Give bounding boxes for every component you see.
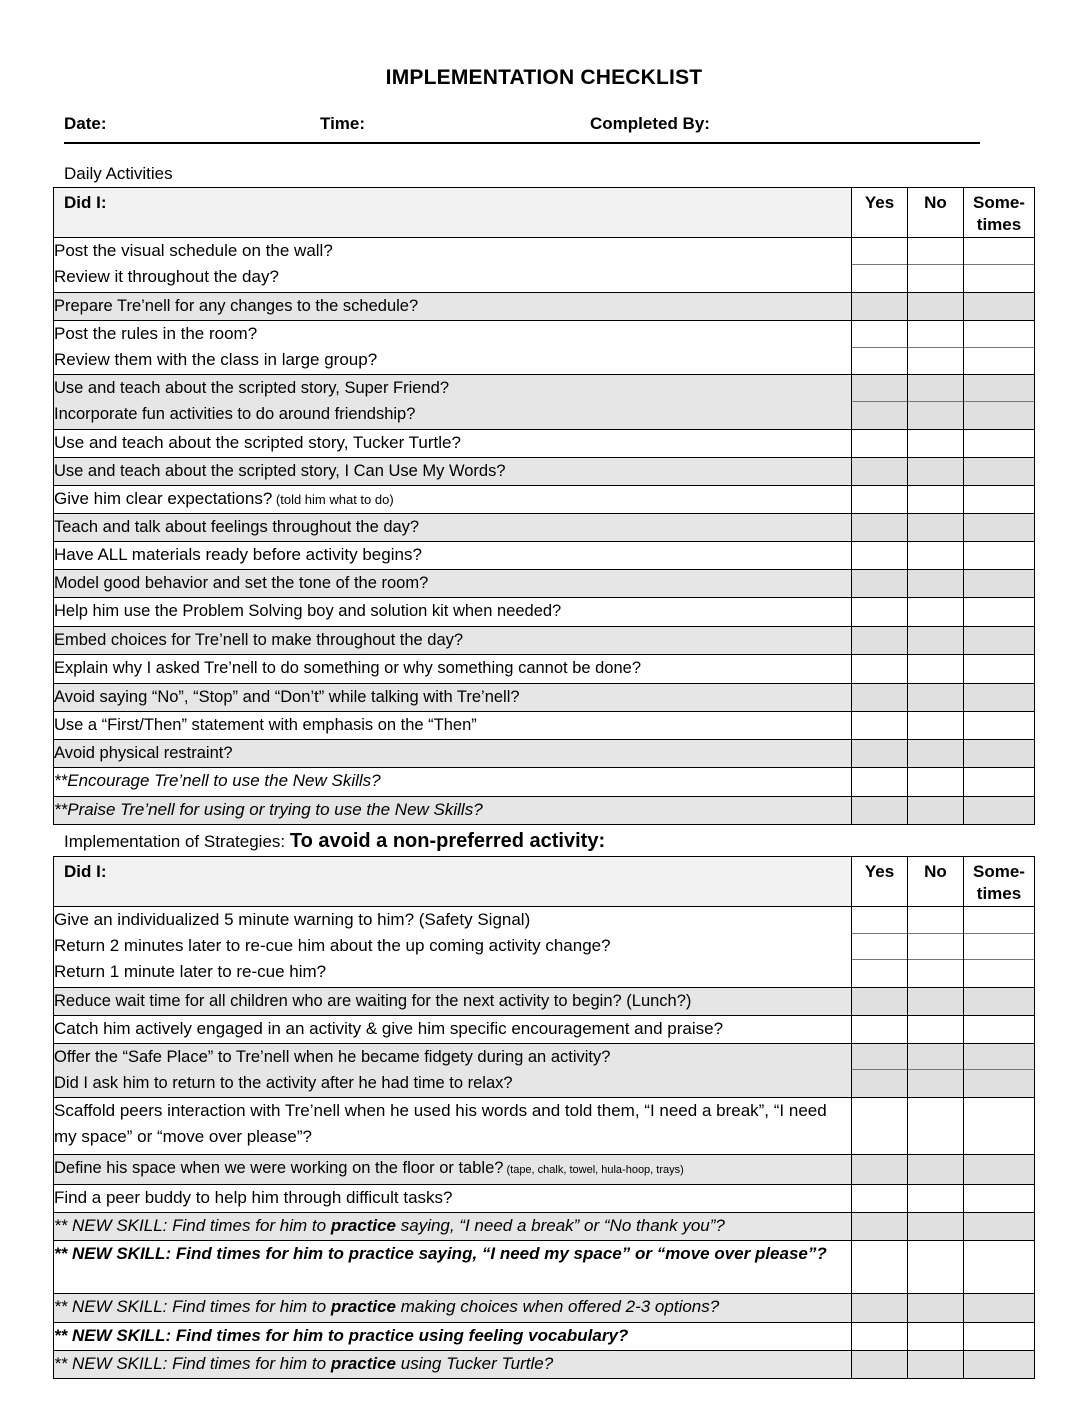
header-fields [64,114,980,144]
question-cell [54,1015,852,1043]
checkbox-cell[interactable] [964,1351,1034,1378]
table-row [54,238,1035,293]
question-cell [54,1240,852,1293]
strategies-label-main: To avoid a non-preferred activity: [289,830,606,852]
checkbox-cell[interactable] [852,238,907,265]
checkbox-cell[interactable] [852,486,907,513]
checkbox-cell[interactable] [852,934,907,961]
completed-by-label: Completed By: [590,114,710,133]
question-cell [54,740,852,768]
table-row [54,430,1035,458]
checkbox-cell[interactable] [964,1070,1034,1097]
checkbox-cell[interactable] [908,1351,963,1378]
checkbox-cell[interactable] [964,1155,1034,1184]
table-row [54,712,1035,740]
table-row [54,1212,1035,1240]
question-text: ** NEW SKILL: Find times for him to practice using Tucker Turtle? [54,1353,554,1373]
checkbox-cell[interactable] [964,1213,1034,1240]
checkbox-cell[interactable] [852,988,907,1015]
question-text: **Praise Tre’nell for using or trying to use the New Skills? [54,800,483,819]
question-text: Catch him actively engaged in an activity & give him specific encouragement and praise? [54,1018,724,1038]
table-row [54,907,1035,988]
checkbox-cell[interactable] [908,768,963,796]
no-header: No [908,857,964,907]
question-text: ** NEW SKILL: Find times for him to practice making choices when offered 2-3 options? [54,1296,720,1316]
checkbox-cell[interactable] [852,293,907,320]
question-text: Review them with the class in large group? [54,350,378,369]
checkbox-cell[interactable] [908,570,963,597]
yes-header: Yes [852,857,908,907]
checkbox-cell[interactable] [852,655,907,683]
checkbox-cell[interactable] [964,542,1034,569]
table-row [54,486,1035,514]
checkbox-cell[interactable] [852,1294,907,1322]
question-cell [54,1293,852,1322]
checkbox-cell[interactable] [964,598,1034,626]
checkbox-cell[interactable] [908,1044,963,1071]
checkbox-cell[interactable] [964,988,1034,1015]
question-cell [54,458,852,486]
checkbox-cell[interactable] [852,768,907,796]
question-cell [54,1154,852,1184]
table-row [54,1097,1035,1154]
question-cell [54,375,852,430]
checkbox-cell[interactable] [852,458,907,485]
checkbox-cell[interactable] [908,1185,963,1212]
table-row [54,321,1035,375]
question-text: Offer the “Safe Place” to Tre’nell when he became fidgety during an activity? [54,1047,611,1066]
question-cell [54,598,852,627]
question-cell [54,570,852,598]
checkbox-cell[interactable] [908,598,963,626]
table-row [54,1293,1035,1322]
checkbox-cell[interactable] [908,375,963,402]
did-i-header: Did I: [54,857,852,907]
question-text: Use and teach about the scripted story, Tucker Turtle? [54,433,461,452]
question-cell [54,627,852,655]
checkbox-cell[interactable] [964,1241,1034,1293]
table-row [54,1154,1035,1184]
table-row [54,1240,1035,1293]
checkbox-cell[interactable] [964,430,1034,457]
checkbox-cell[interactable] [908,907,963,934]
question-cell [54,797,852,825]
checkbox-cell[interactable] [908,348,963,375]
checkbox-cell[interactable] [852,1044,907,1071]
checkbox-cell[interactable] [964,1098,1034,1154]
question-text: Avoid saying “No”, “Stop” and “Don’t” while talking with Tre’nell? [54,688,520,706]
question-text: ** NEW SKILL: Find times for him to practice saying, “I need my space” or “move over please”? [54,1243,827,1263]
checkbox-cell[interactable] [852,321,907,348]
checkbox-cell[interactable] [908,627,963,654]
checkbox-cell[interactable] [908,293,963,320]
checkbox-cell[interactable] [852,1351,907,1378]
question-text: Model good behavior and set the tone of the room? [54,574,429,592]
checkbox-cell[interactable] [908,238,963,265]
question-cell [54,1043,852,1097]
checkbox-cell[interactable] [908,321,963,348]
question-cell [54,684,852,712]
question-cell [54,655,852,684]
question-text: Avoid physical restraint? [54,744,233,762]
checkbox-cell[interactable] [964,1185,1034,1212]
question-text: Give an individualized 5 minute warning to him? (Safety Signal) [54,910,531,929]
question-text: Use and teach about the scripted story, I Can Use My Words? [54,462,506,480]
question-cell [54,430,852,458]
checkbox-cell[interactable] [852,1098,907,1154]
page-title: IMPLEMENTATION CHECKLIST [385,66,703,89]
checkbox-cell[interactable] [964,797,1034,824]
checkbox-cell[interactable] [908,655,963,683]
strategies-table [53,856,1035,1379]
checkbox-cell[interactable] [964,514,1034,541]
question-text: Embed choices for Tre’nell to make throughout the day? [54,631,464,649]
checkbox-cell[interactable] [908,740,963,767]
table-row [54,684,1035,712]
question-note: (tape, chalk, towel, hula-hoop, trays) [503,1163,684,1176]
question-cell [54,238,852,293]
checkbox-cell[interactable] [964,712,1034,739]
question-text: Review it throughout the day? [54,267,279,286]
checkbox-cell[interactable] [852,712,907,739]
table-row [54,655,1035,684]
checkbox-cell[interactable] [964,348,1034,375]
question-text: Have ALL materials ready before activity begins? [54,545,422,564]
checkbox-cell[interactable] [908,797,963,824]
checkbox-cell[interactable] [852,375,907,402]
checkbox-cell[interactable] [908,514,963,541]
question-cell [54,486,852,514]
question-note: (told him what to do) [272,492,394,507]
checkbox-cell[interactable] [852,570,907,597]
question-cell [54,907,852,988]
checkbox-cell[interactable] [908,960,963,987]
checkbox-cell[interactable] [964,1323,1034,1350]
table-row [54,627,1035,655]
checkbox-cell[interactable] [852,1016,907,1043]
table-row [54,514,1035,542]
question-text: Incorporate fun activities to do around friendship? [54,405,416,423]
sometimes-header: Some- times [964,188,1035,238]
question-cell [54,987,852,1015]
checkbox-cell[interactable] [964,960,1034,987]
checkbox-cell[interactable] [964,458,1034,485]
table-row [54,375,1035,430]
checkbox-cell[interactable] [908,934,963,961]
did-i-header: Did I: [54,188,852,238]
checkbox-cell[interactable] [852,1323,907,1350]
question-text: Reduce wait time for all children who are waiting for the next activity to begin? (Lunch?) [54,991,692,1010]
question-text: Use a “First/Then” statement with emphasis on the “Then” [54,716,477,734]
section-strategies-label [64,830,605,853]
checkbox-cell[interactable] [964,684,1034,711]
question-cell [54,514,852,542]
question-text: ** NEW SKILL: Find times for him to practice saying, “I need a break” or “No thank you”? [54,1215,725,1235]
question-text: Define his space when we were working on the floor or table? (tape, chalk, towel, hula-hoop, trays) [54,1158,684,1177]
table-row [54,768,1035,797]
checkbox-cell[interactable] [852,684,907,711]
checkbox-cell[interactable] [908,1241,963,1293]
time-label: Time: [320,114,366,133]
table-row [54,293,1035,321]
checkbox-cell[interactable] [964,486,1034,513]
checkbox-cell[interactable] [852,265,907,292]
checkbox-cell[interactable] [908,265,963,292]
question-text: Give him clear expectations? (told him what to do) [54,489,394,508]
checkbox-cell[interactable] [908,712,963,739]
question-text: Return 2 minutes later to re-cue him about the up coming activity change? [54,936,611,955]
question-text: Use and teach about the scripted story, Super Friend? [54,379,450,397]
checkbox-cell[interactable] [908,1323,963,1350]
table-row [54,570,1035,598]
question-text: ** NEW SKILL: Find times for him to practice using feeling vocabulary? [54,1325,629,1345]
question-text: Scaffold peers interaction with Tre’nell when he used his words and told them, “I need a break”, “I need my space” or “move over please”? [54,1100,827,1146]
checkbox-cell[interactable] [964,934,1034,961]
question-text: Help him use the Problem Solving boy and solution kit when needed? [54,602,562,620]
checkbox-cell[interactable] [852,627,907,654]
checkbox-cell[interactable] [964,238,1034,265]
question-cell [54,768,852,797]
question-text: Teach and talk about feelings throughout the day? [54,518,420,536]
question-text: Prepare Tre’nell for any changes to the schedule? [54,297,419,315]
checkbox-cell[interactable] [852,797,907,824]
question-cell [54,293,852,321]
checkbox-cell[interactable] [852,1070,907,1097]
checkbox-cell[interactable] [964,740,1034,767]
table-row [54,987,1035,1015]
question-cell [54,1097,852,1154]
checkbox-cell[interactable] [908,988,963,1015]
checkbox-cell[interactable] [852,430,907,457]
checkbox-cell[interactable] [964,655,1034,683]
checkbox-cell[interactable] [964,402,1034,429]
no-header: No [908,188,964,238]
table-row [54,542,1035,570]
table-row [54,458,1035,486]
checkbox-cell[interactable] [908,1098,963,1154]
question-cell [54,1322,852,1350]
checkbox-cell[interactable] [852,348,907,375]
checkbox-cell[interactable] [852,514,907,541]
checkbox-cell[interactable] [852,598,907,626]
checkbox-cell[interactable] [852,740,907,767]
checkbox-cell[interactable] [852,1185,907,1212]
checkbox-cell[interactable] [964,265,1034,292]
question-cell [54,1184,852,1212]
checkbox-cell[interactable] [908,1213,963,1240]
checkbox-cell[interactable] [964,375,1034,402]
question-text: Find a peer buddy to help him through difficult tasks? [54,1187,453,1207]
table-row [54,740,1035,768]
question-text: Post the rules in the room? [54,324,258,343]
section-daily-activities-label: Daily Activities [64,164,173,183]
checkbox-cell[interactable] [852,907,907,934]
table-row [54,1350,1035,1378]
checkbox-cell[interactable] [964,570,1034,597]
question-cell [54,321,852,375]
checkbox-cell[interactable] [908,1016,963,1043]
table-row [54,1184,1035,1212]
question-text: Did I ask him to return to the activity after he had time to relax? [54,1073,513,1092]
checkbox-cell[interactable] [852,1213,907,1240]
checkbox-cell[interactable] [852,1155,907,1184]
checkbox-cell[interactable] [908,486,963,513]
checkbox-cell[interactable] [852,1241,907,1293]
checkbox-cell[interactable] [852,542,907,569]
yes-header: Yes [852,188,908,238]
table-row [54,1322,1035,1350]
checkbox-cell[interactable] [908,1155,963,1184]
table-header-row [54,857,1035,907]
checkbox-cell[interactable] [908,430,963,457]
checkbox-cell[interactable] [852,402,907,429]
sometimes-header: Some- times [964,857,1035,907]
checkbox-cell[interactable] [964,627,1034,654]
table-row [54,797,1035,825]
question-text: **Encourage Tre’nell to use the New Skills? [54,771,381,790]
checkbox-cell[interactable] [964,321,1034,348]
question-text: Return 1 minute later to re-cue him? [54,962,327,981]
table-header-row [54,188,1035,238]
date-label: Date: [64,114,107,133]
question-text: Post the visual schedule on the wall? [54,241,333,260]
checkbox-cell[interactable] [908,402,963,429]
table-row [54,1015,1035,1043]
strategies-label-prefix: Implementation of Strategies: [64,832,286,851]
checkbox-cell[interactable] [964,768,1034,796]
checkbox-cell[interactable] [908,458,963,485]
question-text: Explain why I asked Tre’nell to do something or why something cannot be done? [54,659,642,677]
checkbox-cell[interactable] [852,960,907,987]
checkbox-cell[interactable] [908,1294,963,1322]
checkbox-cell[interactable] [964,907,1034,934]
checkbox-cell[interactable] [908,542,963,569]
question-cell [54,1212,852,1240]
question-cell [54,712,852,740]
checkbox-cell[interactable] [964,1044,1034,1071]
table-row [54,598,1035,627]
table-row [54,1043,1035,1097]
checkbox-cell[interactable] [964,1294,1034,1322]
checkbox-cell[interactable] [964,1016,1034,1043]
daily-activities-table [53,187,1035,825]
checkbox-cell[interactable] [908,684,963,711]
question-cell [54,1350,852,1378]
checkbox-cell[interactable] [964,293,1034,320]
question-cell [54,542,852,570]
checkbox-cell[interactable] [908,1070,963,1097]
